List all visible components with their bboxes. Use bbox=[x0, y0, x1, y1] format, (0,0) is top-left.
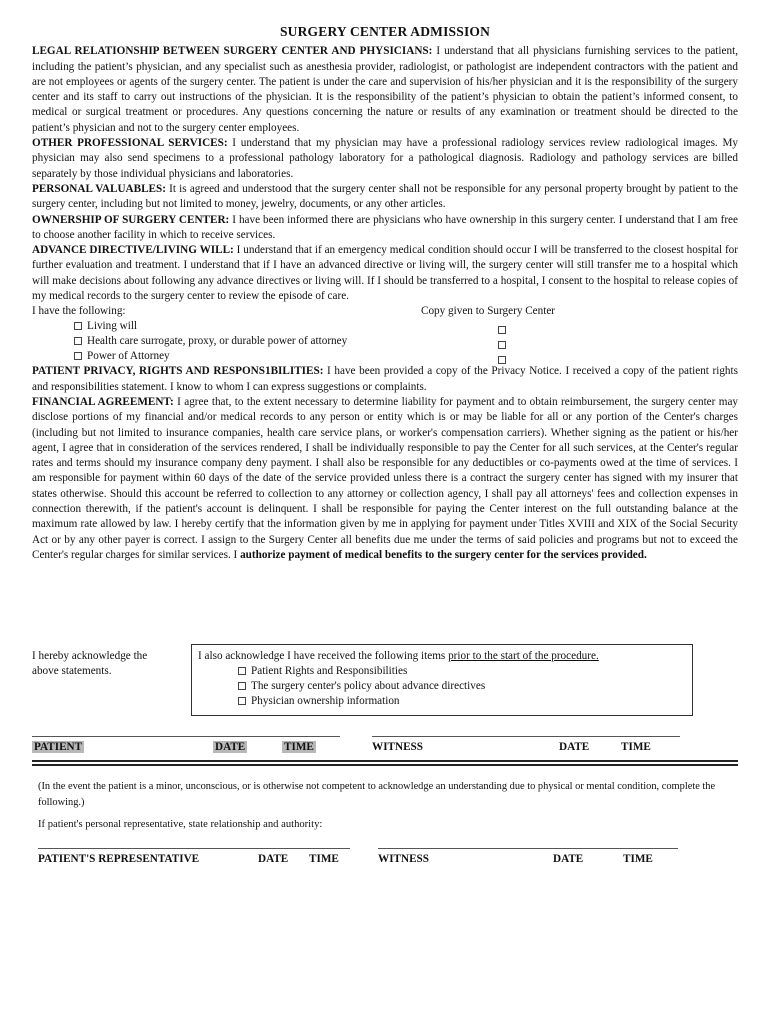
other-services-section bbox=[32, 136, 738, 182]
witness2-signature-line[interactable] bbox=[378, 848, 678, 849]
representative-label: PATIENT'S REPRESENTATIVE bbox=[38, 853, 200, 865]
ack-item-rights: Patient Rights and Responsibilities bbox=[251, 665, 408, 677]
valuables-section bbox=[32, 182, 738, 213]
surrogate-copy-checkbox[interactable] bbox=[498, 341, 506, 349]
representative-time-label: TIME bbox=[309, 853, 339, 865]
legal-relationship-section bbox=[32, 44, 738, 136]
surrogate-checkbox[interactable] bbox=[74, 337, 82, 345]
living-will-label: Living will bbox=[87, 320, 138, 333]
ack-item-ownership: Physician ownership information bbox=[251, 695, 400, 707]
rights-checkbox[interactable] bbox=[238, 667, 246, 675]
advance-directive-section bbox=[32, 243, 738, 304]
witness2-time-label: TIME bbox=[623, 853, 653, 865]
patient-time-label: TIME bbox=[284, 741, 314, 753]
policy-checkbox[interactable] bbox=[238, 682, 246, 690]
have-item-surrogate bbox=[32, 334, 738, 349]
ack-item-policy: The surgery center's policy about advance directives bbox=[251, 680, 486, 692]
witness-time-label: TIME bbox=[621, 741, 651, 753]
valuables-heading: PERSONAL VALUABLES: bbox=[32, 182, 166, 195]
poa-label: Power of Attorney bbox=[87, 350, 170, 363]
witness-date-label: DATE bbox=[559, 741, 590, 753]
ack-intro: I also acknowledge I have received the following items bbox=[198, 650, 449, 662]
form-title: SURGERY CENTER ADMISSION bbox=[279, 24, 491, 39]
ownership-section bbox=[32, 213, 738, 244]
legal-text: I understand that all physicians furnishing services to the patient, including the patient’s physician, and any specialist such as anesthesia provider, radiologist, or pathologist are independent contractors with the patient and are not employees or agents of the surgery center. The patient is under the care and supervision of his/her physician and it is the responsibility of the surgery center and its staff to carry out instructions of the physician. It is the responsibility of the patient’s physician to obtain the patient’s informed consent, to medical or surgical treatment or procedures. Any questions concerning the nature or results of any examination or treatment should be directed to the patient’s physician and not to the surgery center employees. bbox=[32, 45, 738, 134]
minor-note: (In the event the patient is a minor, unconscious, or is otherwise not competent to acknowledge an understanding due to physical or mental condition, complete the following.) bbox=[38, 781, 716, 808]
ownership-text: I have been informed there are physicians who have ownership in this surgery center. I understand that I am free to choose another facility in which to receive services. bbox=[32, 213, 738, 241]
legal-heading: LEGAL RELATIONSHIP BETWEEN SURGERY CENTER AND PHYSICIANS: bbox=[32, 45, 433, 58]
financial-text: I agree that, to the extent necessary to determine liability for payment and to obtain reimbursement, the surgery center may disclose portions of my financial and/or medical records to any person or entity which is or may be liable for all or any portion of the Center's charges (including but not limited to insurance companies, health care service plans, or worker's compensation carriers). Whether signing as the patient or his/her agent, I agree that in consideration of the services rendered, I shall be individually responsible to pay the Center for all such services, at the Center's regular rates and terms should my insurance company deny payment. I shall also be responsible for any deductibles or co-payments owed at the time of services. I am responsible for payment within 60 days of the date of the service provided unless there is a contract the surgery center has signed with my insurer that states otherwise. Should this account be referred to collection to any attorney or collection agency, I shall pay all attorneys' fees and collection expenses in connection therewith, if the patient's account is delinquent. I shall be responsible for paying the Center interest on the full outstanding balance at the maximum rate allowed by law. I hereby certify that the information given by me in applying for payment under Titles XVIII and XIX of the Social Security Act or by any other payer is correct. I assign to the Surgery Center all benefits due me under the terms of said policies and programs but not to exceed the Center's regular charges for similar services. I bbox=[32, 395, 738, 561]
privacy-section bbox=[32, 364, 738, 395]
witness2-label: WITNESS bbox=[378, 853, 429, 865]
representative-signature-line[interactable] bbox=[38, 848, 350, 849]
have-item-poa bbox=[32, 349, 738, 364]
living-will-checkbox[interactable] bbox=[74, 322, 82, 330]
ownership-heading: OWNERSHIP OF SURGERY CENTER: bbox=[32, 213, 230, 226]
poa-checkbox[interactable] bbox=[74, 352, 82, 360]
financial-authorize: authorize payment of medical benefits to the surgery center for the services provided. bbox=[240, 548, 647, 561]
financial-heading: FINANCIAL AGREEMENT: bbox=[32, 395, 174, 408]
have-following-block bbox=[32, 304, 738, 364]
representative-date-label: DATE bbox=[258, 853, 289, 865]
acknowledge-statement: I hereby acknowledge the above statements. bbox=[32, 650, 148, 678]
divider bbox=[32, 760, 738, 762]
representative-note: If patient's personal representative, state relationship and authority: bbox=[38, 819, 323, 830]
living-will-copy-checkbox[interactable] bbox=[498, 326, 506, 334]
witness2-date-label: DATE bbox=[553, 853, 584, 865]
valuables-text: It is agreed and understood that the surgery center shall not be responsible for any personal property brought by patient to the surgery center, including but not limited to money, jewelry, documents, or any other articles. bbox=[32, 182, 738, 211]
witness-signature-line[interactable] bbox=[372, 736, 680, 737]
advance-heading: ADVANCE DIRECTIVE/LIVING WILL: bbox=[32, 244, 234, 257]
poa-copy-checkbox[interactable] bbox=[498, 356, 506, 364]
copy-given-label: Copy given to Surgery Center bbox=[421, 305, 556, 318]
surrogate-label: Health care surrogate, proxy, or durable power of attorney bbox=[87, 335, 348, 348]
divider bbox=[32, 764, 738, 766]
have-item-living-will bbox=[32, 319, 738, 334]
have-following-label: I have the following: bbox=[32, 305, 126, 318]
admission-form bbox=[32, 24, 739, 865]
ack-intro-underlined: prior to the start of the procedure. bbox=[448, 650, 599, 662]
privacy-heading: PATIENT PRIVACY, RIGHTS AND RESPONS1BILITIES: bbox=[32, 365, 324, 378]
acknowledge-box bbox=[191, 644, 693, 716]
privacy-text: I have been provided a copy of the Privacy Notice. I received a copy of the patient rights and responsibilities statement. I know to whom I can express suggestions or complaints. bbox=[32, 365, 738, 393]
other-text: I understand that my physician may have a professional radiology services review radiological images. My physician may also send specimens to a professional pathology laboratory for a pathological diagnosis. Radiology and pathology services are billed separately by those individual physicians and laboratories. bbox=[32, 137, 738, 180]
ownership-checkbox[interactable] bbox=[238, 697, 246, 705]
other-heading: OTHER PROFESSIONAL SERVICES: bbox=[32, 137, 228, 150]
patient-date-label: DATE bbox=[215, 741, 246, 753]
witness-label: WITNESS bbox=[372, 741, 423, 753]
advance-text: I understand that if an emergency medical condition should occur I will be transferred to the closest hospital for further evaluation and treatment. I understand that if I have an advanced directive or living will, the surgery center will still transfer me to a hospital which will make decisions about following any advance directives or living will. If I should be transferred to a hospital, I consent to the hospital to release copies of my medical records to the surgery center to review the episode of care. bbox=[32, 244, 739, 303]
financial-section bbox=[32, 395, 738, 563]
patient-label: PATIENT bbox=[34, 741, 83, 753]
patient-signature-line[interactable] bbox=[32, 736, 340, 737]
